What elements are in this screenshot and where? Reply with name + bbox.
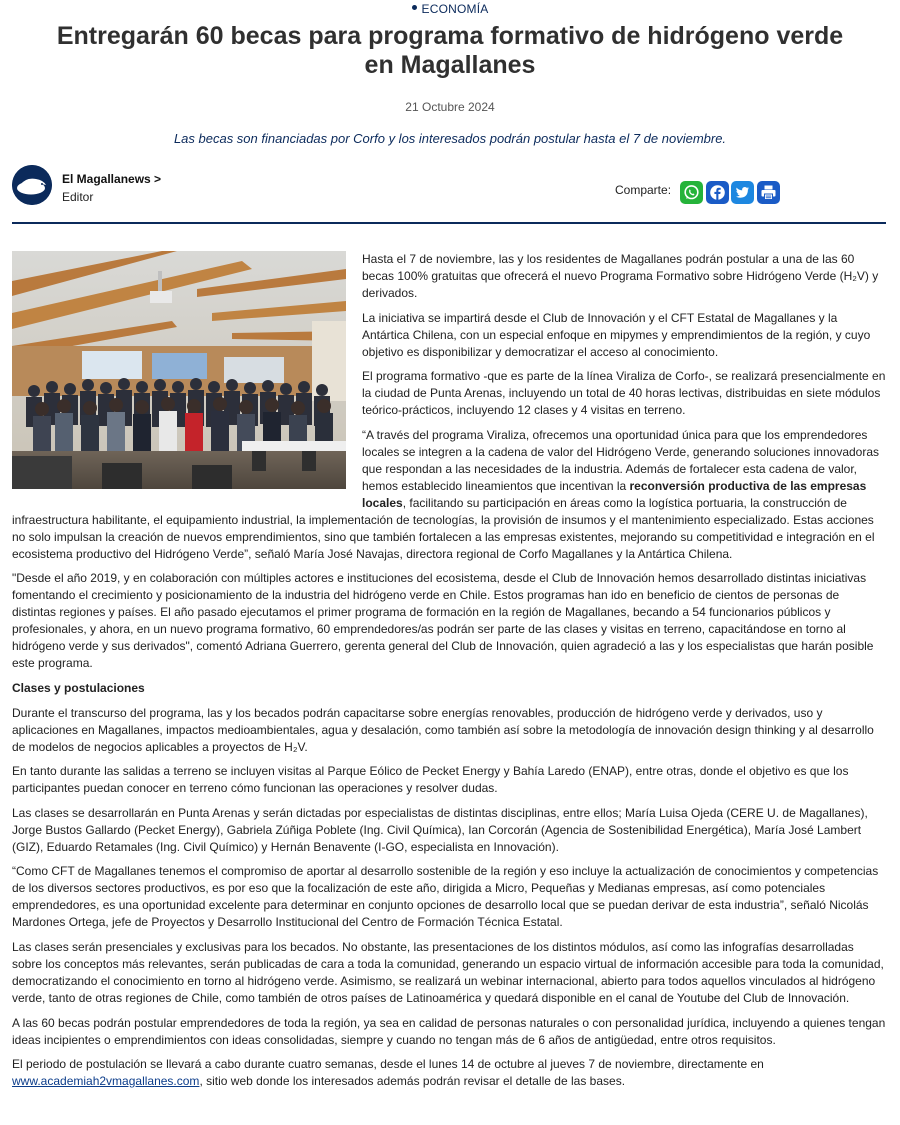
- group-photo-image: [12, 251, 346, 489]
- facebook-share-button[interactable]: [706, 181, 729, 204]
- author-role: Editor: [62, 190, 94, 204]
- avatar[interactable]: [12, 165, 52, 205]
- page-title: Entregarán 60 becas para programa formativo de hidrógeno verde en Magallanes: [56, 22, 844, 79]
- section-heading: Clases y postulaciones: [12, 680, 145, 695]
- bold-phrase: reconversión productiva de las empresas locales: [362, 478, 867, 510]
- whatsapp-icon: [680, 181, 703, 204]
- text-after-link: , sitio web donde los interesados además podrán revisar el detalle de las bases.: [199, 1074, 626, 1089]
- article-paragraph: A las 60 becas podrán postular emprendedores de toda la región, ya sea en calidad de personas naturales o con personalidad jurídica, incluyendo a quienes tengan ideas incipientes o emprendimientos con ideas consolidadas, siempre y cuando no tengan más de 6 años de antigüedad, entre otros requisitos.: [12, 1015, 886, 1047]
- bullet-dot-icon: [412, 5, 417, 10]
- quote-text-start: “A través del programa Viraliza, ofrecemos una oportunidad única para que los emprendedores locales se integren a la cadena de valor del Hidrógeno Verde, generando soluciones innovadoras que respondan a las necesidades de la industria. Además de fortalecer esta cadena de valor, hemos establecido lineamientos que incentivan la: [362, 427, 880, 493]
- whatsapp-share-button[interactable]: [680, 181, 703, 204]
- article-paragraph: Las clases serán presenciales y exclusivas para los becados. No obstante, las presentaciones de los distintos módulos, así como las infografías desarrolladas sobre los conceptos más relevantes, serán publicadas de cara a toda la comunidad, generando un espacio virtual de información accesible para toda la comunidad, democratizando el conocimiento en torno al hidrógeno verde. Asimismo, se realizará un webinar internacional, abierto para todos aquellos vinculados al hidrógeno verde, tanto de otras regiones de Chile, como también de otros países de Latinoamérica y quedará disponible en el canal de Youtube del Club de Innovación.: [12, 939, 884, 1005]
- facebook-icon: [706, 181, 729, 204]
- print-share-button[interactable]: [757, 181, 780, 204]
- article-paragraph: Durante el transcurso del programa, las y los becados podrán capacitarse sobre energías renovables, producción de hidrógeno verde y derivados, uso y aplicaciones en Magallanes, impactos medioambientales, agua y desalación, como también así sobre la metodología de innovación design thinking y al desarrollo de modelos de negocios aplicables a proyectos de H₂V.: [12, 705, 874, 754]
- quote-text-end: , facilitando su participación en áreas como la logística portuaria, la construcción de infraestructura habilitante, el equipamiento industrial, la implementación de tecnologías, la provisión de insumos y el mantenimiento especializado. Estas acciones no solo impulsan la creación de nuevos emprendimientos, sino que también fortalecen a las empresas existentes, mejorando su competitividad e integración en el ecosistema productivo del Hidrógeno Verde”, señaló María José Navajas, directora regional de Corfo Magallanes y la Antártica Chilena.: [12, 495, 875, 561]
- twitter-share-button[interactable]: [731, 181, 754, 204]
- article-paragraph-last: [12, 1056, 886, 1090]
- penguin-logo-icon: [12, 165, 52, 205]
- print-icon: [757, 181, 780, 204]
- article-paragraph: "Desde el año 2019, y en colaboración con múltiples actores e instituciones del ecosistema, desde el Club de Innovación hemos desarrollado distintas iniciativas fomentando el crecimiento y posicionamiento de la industria del hidrógeno verde en Chile. Estos programas han ido en beneficio de cientos de personas de distintas regiones y países. El año pasado ejecutamos el primer programa de formación en la región de Magallanes, becando a 54 funcionarios públicos y profesionales, y ahora, en un nuevo programa formativo, 60 emprendedores/as podrán ser parte de las clases y visitas en terreno, capacitándose en torno al hidrógeno verde y sus derivados", comentó Adriana Guerrero, gerenta general del Club de Innovación, quien agradeció a las y los especialistas que harán posible este programa.: [12, 571, 874, 671]
- header-divider: [12, 222, 886, 224]
- article-paragraph: Las clases se desarrollarán en Punta Arenas y serán dictadas por especialistas de distintas disciplinas, entre ellos; María Luisa Ojeda (CERE U. de Magallanes), Jorge Bustos Gallardo (Pecket Energy), Gabriela Zúñiga Poblete (Ing. Civil Química), Ian Corcorán (Agencia de Sostenibilidad Energética), María José Lambert (GIZ), Eduardo Retamales (Ing. Civil Químico) y Hernán Benavente (I-GO, especialista en Innovación).: [12, 805, 868, 854]
- category-label[interactable]: [0, 2, 900, 16]
- article-paragraph: “Como CFT de Magallanes tenemos el compromiso de aportar al desarrollo sostenible de la región y eso incluye la actualización de conocimientos y competencias de los diversos sectores productivos, es por eso que la focalización de este año, dirigida a Micro, Pequeñas y Medianas empresas, así como potenciales emprendedores, es una oportunidad excelente para determinar en conjunto opciones de desarrollo local que se puedan derivar de esta industria”, señaló Nicolás Mardones Ortega, jefe de Proyectos y Desarrollo Institucional del Centro de Formación Técnica Estatal.: [12, 864, 879, 930]
- article-paragraph: Hasta el 7 de noviembre, las y los residentes de Magallanes podrán postular a una de las 60 becas 100% gratuitas que ofrecerá el nuevo Programa Formativo sobre Hidrógeno Verde (H₂V) y derivados.: [362, 252, 879, 300]
- academia-website-link[interactable]: www.academiah2vmagallanes.com: [12, 1074, 200, 1089]
- publish-date: 21 Octubre 2024: [405, 100, 495, 114]
- article-paragraph: La iniciativa se impartirá desde el Club de Innovación y el CFT Estatal de Magallanes y la Antártica Chilena, con un especial enfoque en mipymes y emprendimientos de la región, y cuyo objetivo es disponibilizar y democratizar el acceso al conocimiento.: [362, 310, 871, 359]
- twitter-icon: [731, 181, 754, 204]
- article-paragraph: El programa formativo -que es parte de la línea Viraliza de Corfo-, se realizará presencialmente en la ciudad de Punta Arenas, incluyendo un total de 40 horas lectivas, distribuidas en siete módulos teórico-prácticos, incluyendo 12 clases y 4 visitas en terreno.: [362, 369, 886, 418]
- author-name-link[interactable]: El Magallanews >: [62, 172, 162, 186]
- article-subtitle: Las becas son financiadas por Corfo y los interesados podrán postular hasta el 7 de noviembre.: [173, 131, 727, 146]
- article-body: [12, 251, 886, 1098]
- category-text: ECONOMÍA: [421, 2, 489, 16]
- text-before-link: El periodo de postulación se llevará a cabo durante cuatro semanas, desde el lunes 14 de octubre al jueves 7 de noviembre, directamente en: [12, 1057, 764, 1072]
- article-paragraph: En tanto durante las salidas a terreno se incluyen visitas al Parque Eólico de Pecket Energy y Bahía Laredo (ENAP), entre otras, donde el objetivo es que los participantes puedan conocer en terreno cómo funcionan las operaciones y resolver dudas.: [12, 764, 849, 796]
- article-photo[interactable]: [12, 251, 346, 489]
- share-label: Comparte:: [615, 183, 672, 197]
